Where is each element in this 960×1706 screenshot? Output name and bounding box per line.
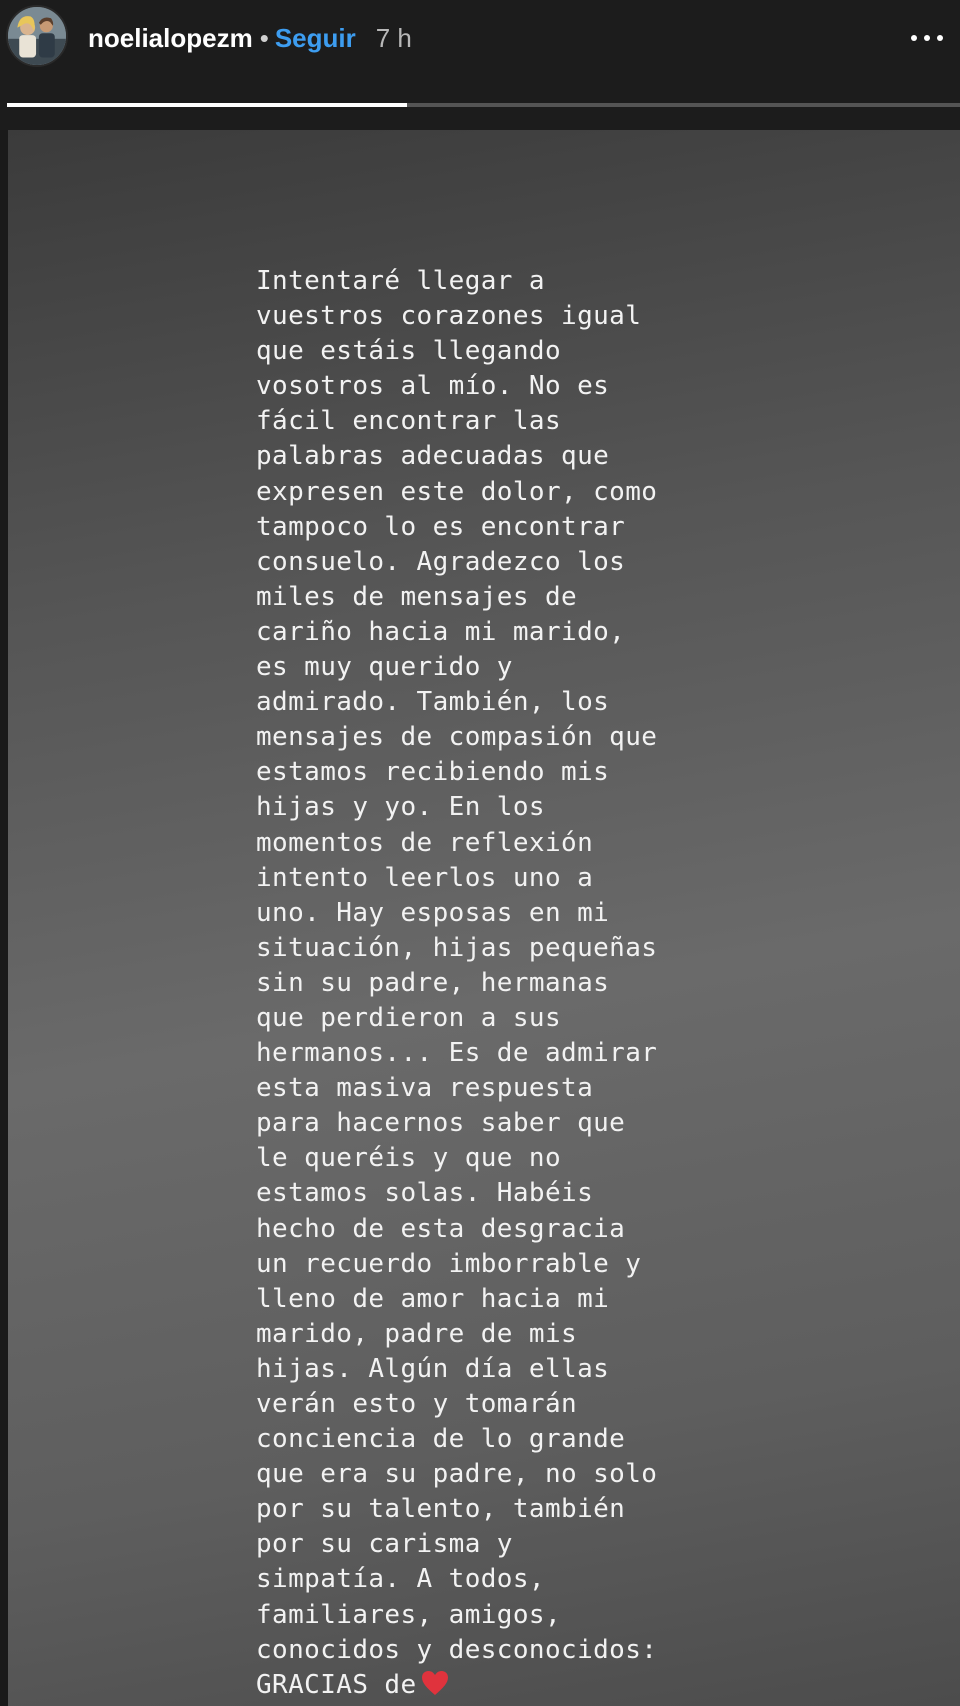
story-line <box>256 861 756 896</box>
story-line <box>256 1212 756 1247</box>
story-line <box>256 650 756 685</box>
story-line-text: conciencia de lo grande <box>256 1424 626 1455</box>
story-line <box>256 896 756 931</box>
story-line-text: expresen este dolor, como <box>256 476 658 507</box>
story-line-text: le queréis y que no <box>256 1143 562 1174</box>
story-line-text: vuestros corazones igual <box>256 301 642 332</box>
username-link[interactable]: noelialopezm <box>88 22 253 53</box>
story-line <box>256 1527 756 1562</box>
story-line <box>256 510 756 545</box>
story-line <box>256 720 756 755</box>
story-line-text: un recuerdo imborrable y <box>256 1248 642 1279</box>
story-content[interactable] <box>8 130 960 1706</box>
story-line <box>256 334 756 369</box>
story-header <box>0 0 960 130</box>
story-line-text: familiares, amigos, <box>256 1599 562 1630</box>
story-line-text: tampoco lo es encontrar <box>256 511 626 542</box>
story-line <box>256 1668 756 1703</box>
story-line-text: estamos solas. Habéis <box>256 1178 594 1209</box>
story-line-text: lleno de amor hacia mi <box>256 1283 610 1314</box>
story-line-text: que estáis llegando <box>256 336 562 367</box>
story-line-text: admirado. También, los <box>256 687 610 718</box>
avatar-photo-icon <box>8 7 66 65</box>
story-line <box>256 1492 756 1527</box>
story-line-text: situación, hijas pequeñas <box>256 932 658 963</box>
story-meta <box>88 18 412 58</box>
story-line <box>256 1387 756 1422</box>
story-line-text: cariño hacia mi marido, <box>256 616 626 647</box>
story-line <box>256 966 756 1001</box>
story-line <box>256 1071 756 1106</box>
story-line-text: marido, padre de mis <box>256 1318 578 1349</box>
story-line <box>256 1422 756 1457</box>
story-line <box>256 299 756 334</box>
story-line-text: momentos de reflexión <box>256 827 594 858</box>
story-line <box>256 1598 756 1633</box>
story-line <box>256 580 756 615</box>
story-line-text: uno. Hay esposas en mi <box>256 897 610 928</box>
story-line <box>256 1633 756 1668</box>
story-line-text: Intentaré llegar a <box>256 266 545 296</box>
story-line-text: hijas y yo. En los <box>256 792 545 823</box>
story-line <box>256 1106 756 1141</box>
more-dot <box>937 35 943 41</box>
more-options-icon[interactable] <box>904 18 950 58</box>
story-line-text: intento leerlos uno a <box>256 862 594 893</box>
story-line-text: hermanos... Es de admirar <box>256 1038 658 1069</box>
story-line <box>256 1457 756 1492</box>
story-message <box>256 264 756 1703</box>
story-line <box>256 755 756 790</box>
story-line-text: verán esto y tomarán <box>256 1389 578 1419</box>
story-line <box>256 1317 756 1352</box>
more-dot <box>911 35 917 41</box>
more-dot <box>924 35 930 41</box>
story-line-text: palabras adecuadas que <box>256 441 610 472</box>
story-line <box>256 1176 756 1211</box>
story-line-text: vosotros al mío. No es <box>256 371 610 402</box>
story-line-text: para hacernos saber que <box>256 1108 626 1139</box>
profile-avatar[interactable] <box>6 5 68 67</box>
post-time: 7 h <box>375 22 412 53</box>
story-line <box>256 685 756 720</box>
story-line-text: por su carisma y <box>256 1529 513 1560</box>
story-line-text: hijas. Algún día ellas <box>256 1353 610 1384</box>
story-line <box>256 404 756 439</box>
story-line-text: simpatía. A todos, <box>256 1564 545 1595</box>
story-line-text: fácil encontrar las <box>256 406 562 437</box>
story-line <box>256 1352 756 1387</box>
story-line <box>256 439 756 474</box>
story-line-text: sin su padre, hermanas <box>256 967 610 998</box>
story-line-text: mensajes de compasión que <box>256 722 658 753</box>
story-progress-fill <box>7 103 407 107</box>
story-line <box>256 1036 756 1071</box>
story-line-text: hecho de esta desgracia <box>256 1213 626 1244</box>
story-line-text: conocidos y desconocidos: <box>256 1634 658 1665</box>
story-line <box>256 264 756 299</box>
story-line <box>256 545 756 580</box>
red-heart-icon <box>421 1670 449 1696</box>
story-line <box>256 1247 756 1282</box>
story-progress-bar <box>7 103 960 107</box>
story-line <box>256 931 756 966</box>
story-line <box>256 1562 756 1597</box>
story-line-text: esta masiva respuesta <box>256 1073 594 1104</box>
story-line-text: por su talento, también <box>256 1494 626 1525</box>
story-line-text: estamos recibiendo mis <box>256 757 610 788</box>
story-line-text: que perdieron a sus <box>256 1002 562 1033</box>
story-line-text: GRACIAS de <box>256 1669 417 1700</box>
story-line <box>256 369 756 404</box>
story-line-text: que era su padre, no solo <box>256 1459 658 1490</box>
follow-button[interactable]: Seguir <box>274 22 356 53</box>
story-line <box>256 1001 756 1036</box>
story-line <box>256 826 756 861</box>
story-line <box>256 475 756 510</box>
story-line-text: miles de mensajes de <box>256 581 578 612</box>
story-line <box>256 615 756 650</box>
story-line <box>256 790 756 825</box>
story-line <box>256 1141 756 1176</box>
story-line <box>256 1282 756 1317</box>
story-line-text: es muy querido y <box>256 652 513 683</box>
separator-dot: • <box>259 22 269 53</box>
story-line-text: consuelo. Agradezco los <box>256 546 626 577</box>
